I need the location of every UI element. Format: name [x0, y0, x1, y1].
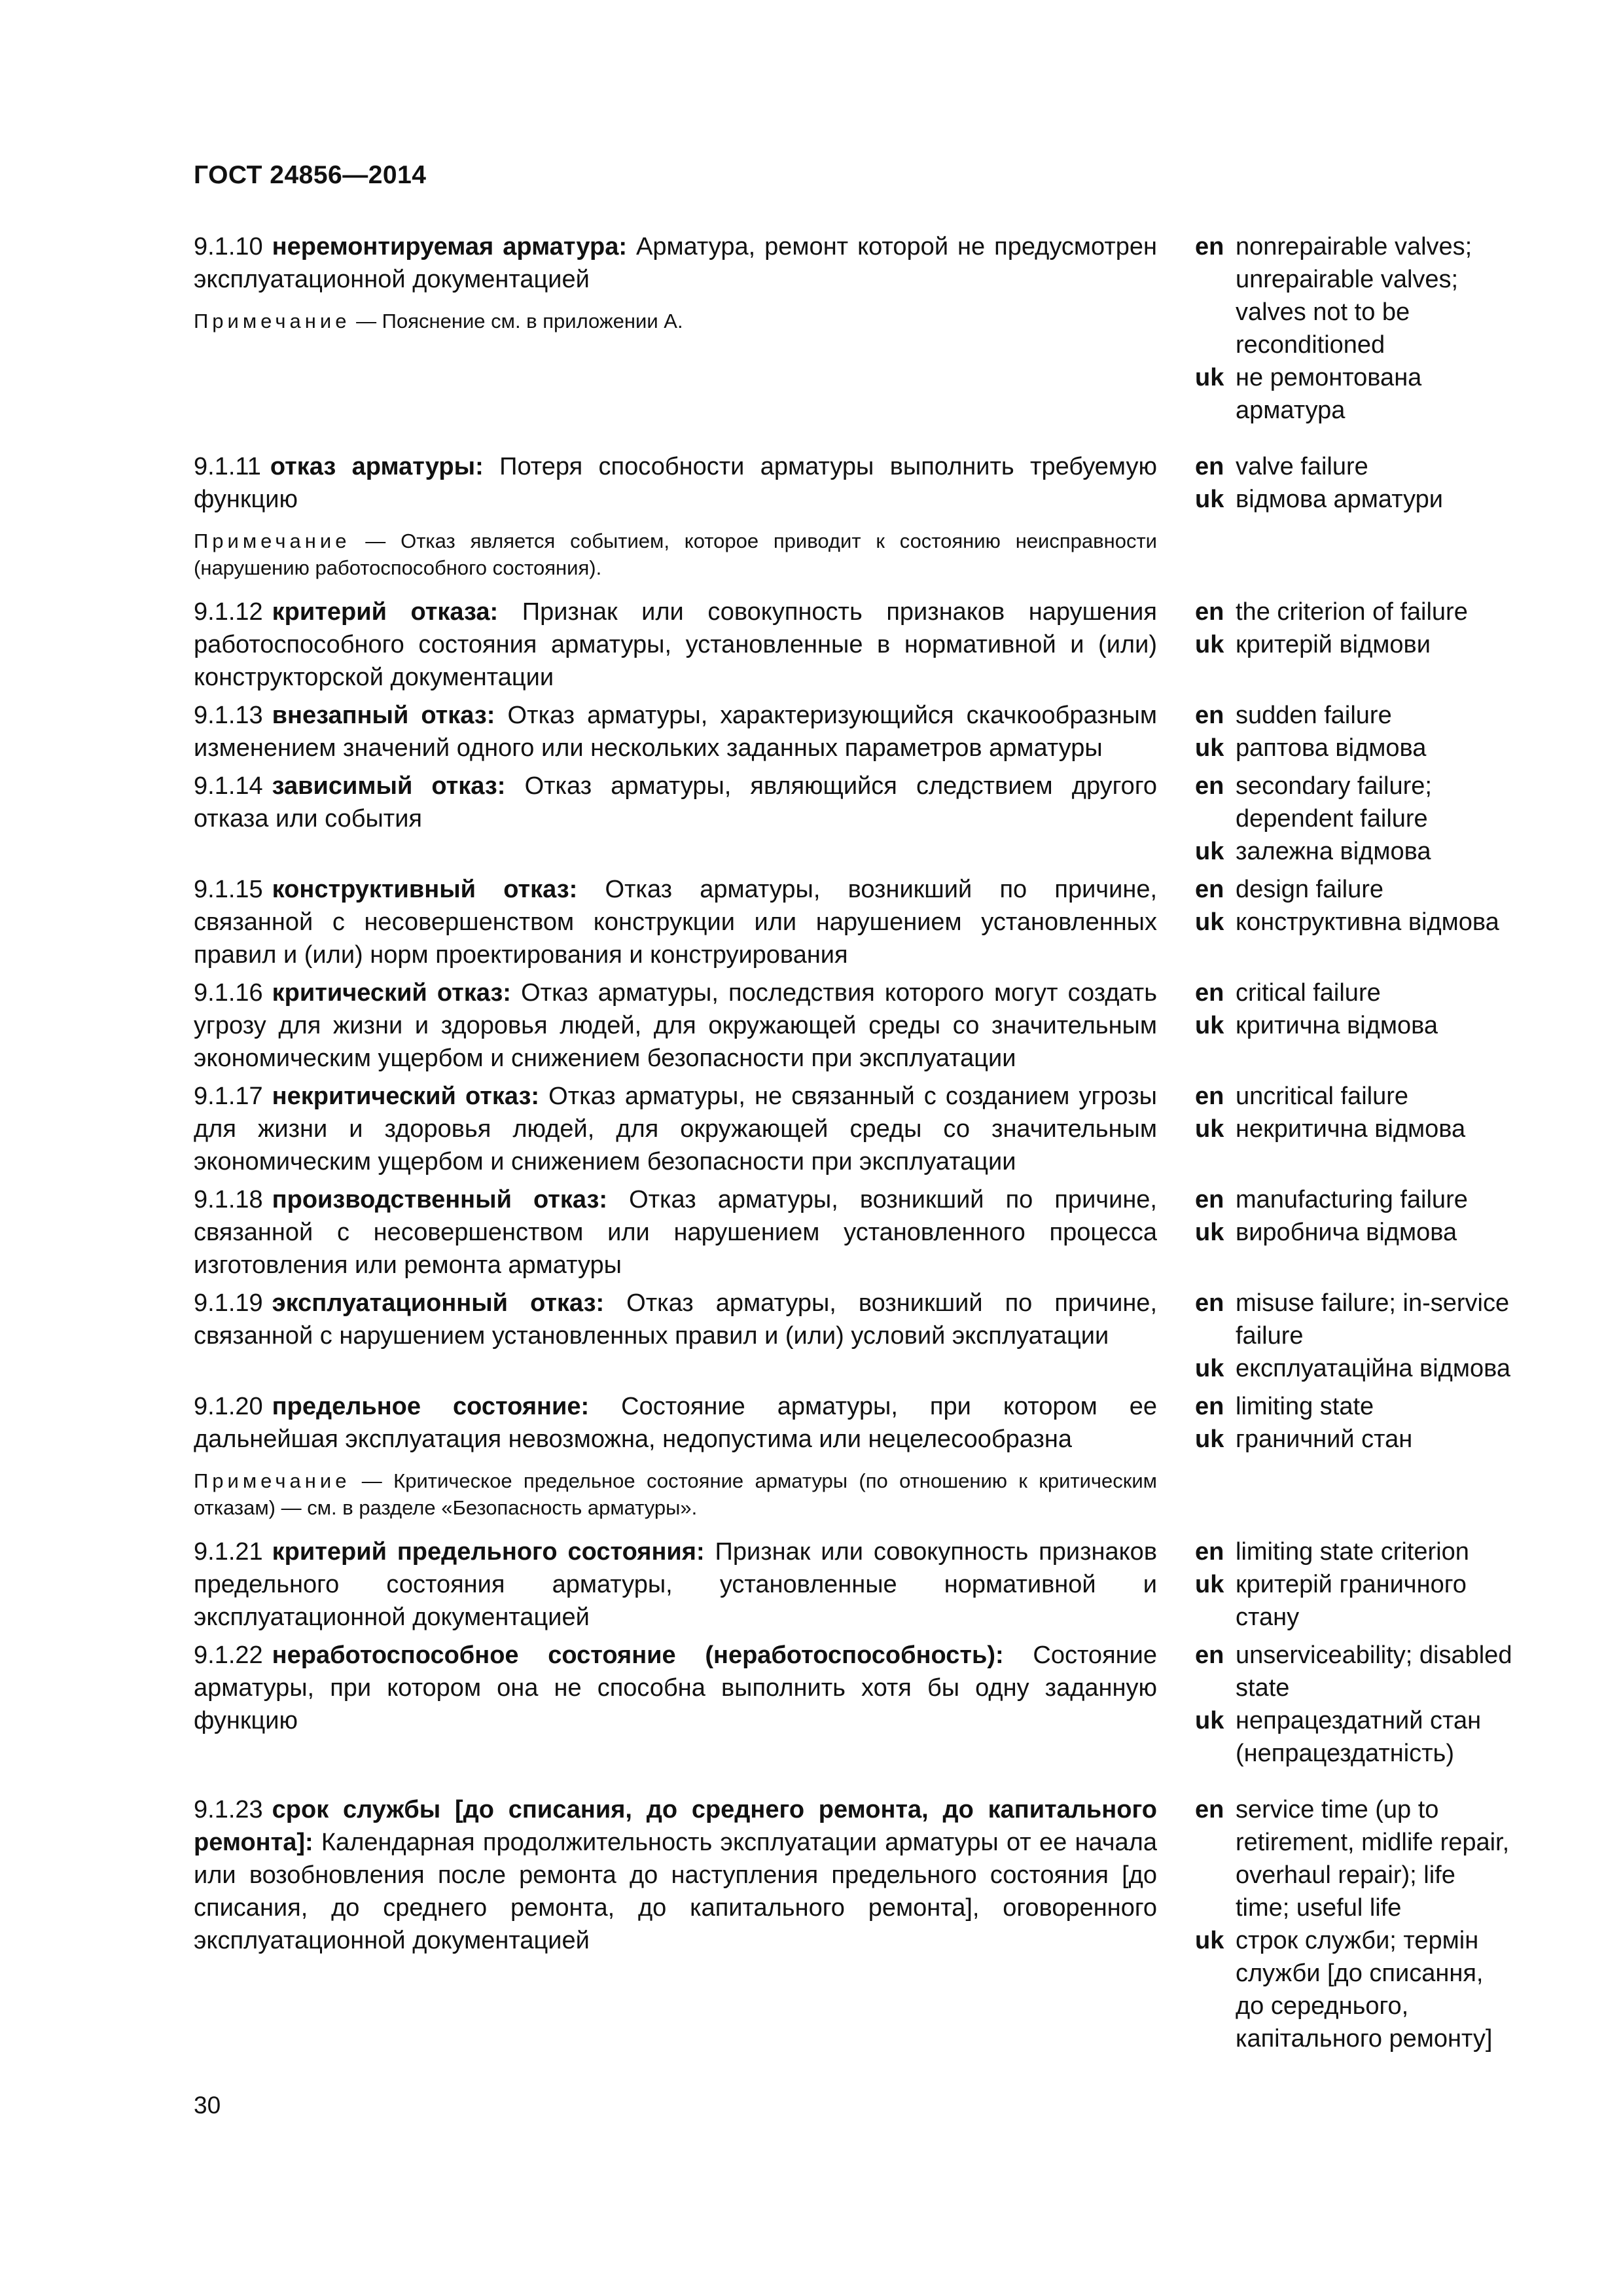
term-definition — [194, 1390, 1157, 1456]
page-number: 30 — [194, 2092, 221, 2119]
lang-code: uk — [1195, 1115, 1224, 1143]
term-entries — [194, 230, 1516, 2060]
term-definition — [194, 1183, 1157, 1282]
equivalent-text: misuse failure; in-service failure — [1236, 1289, 1510, 1350]
equivalent-en — [1195, 450, 1516, 483]
lang-code: en — [1195, 876, 1224, 903]
lang-code: en — [1195, 233, 1224, 260]
term-name: неремонтируемая арматура: — [272, 233, 628, 260]
term-definition — [194, 230, 1157, 296]
equivalent-text: nonrepairable valves; unrepairable valves; valves not to be reconditioned — [1236, 233, 1472, 359]
equivalent-uk — [1195, 628, 1516, 661]
term-definition — [194, 1287, 1157, 1352]
definition-text: Отказ арматуры, характеризующийся скачкообразным изменением значений одного или нескольких заданных параметров арматуры — [194, 702, 1157, 762]
equivalent-text: uncritical failure — [1236, 1083, 1408, 1110]
equivalent-en — [1195, 1080, 1516, 1113]
lang-code: en — [1195, 1083, 1224, 1110]
lang-code: uk — [1195, 631, 1224, 658]
equivalent-text: раптова відмова — [1236, 734, 1427, 762]
equivalent-text: некритична відмова — [1236, 1115, 1466, 1143]
equivalent-en — [1195, 1639, 1516, 1704]
term-definition — [194, 1639, 1157, 1737]
equivalent-text: не ремонтована арматура — [1236, 364, 1422, 424]
term-entry — [194, 1793, 1516, 2055]
note-text: — Отказ является событием, которое приводит к состоянию неисправности (нарушению работоспособного состояния). — [194, 529, 1157, 579]
definition-text: Состояние арматуры, при котором ее дальнейшая эксплуатация невозможна, недопустима или нецелесообразна — [194, 1393, 1158, 1453]
definition-text: Отказ арматуры, возникший по причине, связанной с несовершенством конструкции или нарушением установленных правил и (или) норм проектирования и конструирования — [194, 876, 1158, 969]
term-number: 9.1.15 — [194, 876, 263, 903]
lang-code: uk — [1195, 1012, 1224, 1039]
equivalent-uk — [1195, 1352, 1516, 1385]
definition-text: Отказ арматуры, возникший по причине, связанной с нарушением установленных правил и (или) условий эксплуатации — [194, 1289, 1157, 1350]
term-entry — [194, 596, 1516, 694]
definition-text: Признак или совокупность признаков нарушения работоспособного состояния арматуры, установленные в нормативной и (или) конструкторской документации — [194, 598, 1157, 691]
term-number: 9.1.19 — [194, 1289, 263, 1317]
term-name: внезапный отказ: — [272, 702, 495, 729]
lang-code: uk — [1195, 1571, 1224, 1598]
note — [194, 528, 1157, 581]
lang-code: uk — [1195, 364, 1224, 391]
term-name: срок службы [до списания, до среднего ремонта, до капитального ремонта]: — [194, 1796, 1157, 1856]
term-number: 9.1.16 — [194, 979, 263, 1007]
lang-code: en — [1195, 1186, 1224, 1213]
equivalent-text: відмова арматури — [1236, 486, 1443, 513]
term-name: эксплуатационный отказ: — [272, 1289, 605, 1317]
equivalent-text: design failure — [1236, 876, 1384, 903]
term-definition — [194, 699, 1157, 764]
definition-text: Признак или совокупность признаков предельного состояния арматуры, установленные нормативной и эксплуатационной документацией — [194, 1538, 1158, 1631]
equivalent-en — [1195, 873, 1516, 906]
term-entry — [194, 1080, 1516, 1178]
equivalent-uk — [1195, 361, 1516, 427]
equivalent-text: виробнича відмова — [1236, 1219, 1457, 1246]
term-name: критерий отказа: — [272, 598, 499, 626]
lang-code: uk — [1195, 734, 1224, 762]
equivalent-text: service time (up to retirement, midlife repair, overhaul repair); life time; useful life — [1236, 1796, 1510, 1922]
note — [194, 308, 1157, 334]
lang-code: en — [1195, 772, 1224, 800]
term-entry — [194, 770, 1516, 868]
lang-code: en — [1195, 1393, 1224, 1420]
equivalent-uk — [1195, 483, 1516, 516]
equivalent-text: sudden failure — [1236, 702, 1392, 729]
term-name: критический отказ: — [272, 979, 511, 1007]
equivalent-text: залежна відмова — [1236, 838, 1431, 865]
term-entry — [194, 450, 1516, 590]
definition-text: Потеря способности арматуры выполнить требуемую функцию — [194, 453, 1157, 513]
equivalent-uk — [1195, 1216, 1516, 1249]
term-definition — [194, 873, 1157, 971]
lang-code: en — [1195, 1796, 1224, 1823]
term-name: зависимый отказ: — [272, 772, 506, 800]
equivalent-text: строк служби; термін служби [до списання, до середнього, капітального ремонту] — [1236, 1927, 1493, 2053]
equivalent-text: конструктивна відмова — [1236, 908, 1499, 936]
equivalent-text: експлуатаційна відмова — [1236, 1355, 1510, 1382]
term-number: 9.1.20 — [194, 1393, 263, 1420]
term-entry — [194, 230, 1516, 427]
equivalent-uk — [1195, 1423, 1516, 1456]
term-definition — [194, 1080, 1157, 1178]
lang-code: en — [1195, 1289, 1224, 1317]
equivalent-text: unserviceability; disabled state — [1236, 1641, 1512, 1702]
lang-code: en — [1195, 453, 1224, 480]
term-name: некритический отказ: — [272, 1083, 540, 1110]
equivalent-en — [1195, 699, 1516, 732]
definition-text: Состояние арматуры, при котором она не способна выполнить хотя бы одну заданную функцию — [194, 1641, 1157, 1734]
equivalent-uk — [1195, 1704, 1516, 1770]
lang-code: uk — [1195, 1927, 1224, 1954]
lang-code: uk — [1195, 486, 1224, 513]
equivalent-text: limiting state — [1236, 1393, 1374, 1420]
equivalent-en — [1195, 770, 1516, 835]
term-entry — [194, 977, 1516, 1075]
equivalent-en — [1195, 1183, 1516, 1216]
equivalent-text: limiting state criterion — [1236, 1538, 1469, 1566]
lang-code: uk — [1195, 838, 1224, 865]
term-number: 9.1.10 — [194, 233, 263, 260]
definition-text: Отказ арматуры, возникший по причине, связанной с несовершенством или нарушением установленного процесса изготовления или ремонта арматуры — [194, 1186, 1157, 1279]
term-number: 9.1.12 — [194, 598, 263, 626]
term-number: 9.1.18 — [194, 1186, 263, 1213]
equivalent-en — [1195, 230, 1516, 361]
term-definition — [194, 596, 1157, 694]
definition-text: Отказ арматуры, последствия которого могут создать угрозу для жизни и здоровья людей, для окружающей среды со значительным экономическим ущербом и снижением безопасности при эксплуатации — [194, 979, 1157, 1072]
term-definition — [194, 1535, 1157, 1634]
lang-code: en — [1195, 702, 1224, 729]
equivalent-text: критична відмова — [1236, 1012, 1438, 1039]
note-text: — Критическое предельное состояние арматуры (по отношению к критическим отказам) — см. в разделе «Безопасность арматуры». — [194, 1469, 1157, 1519]
lang-code: uk — [1195, 908, 1224, 936]
note-text: — Пояснение см. в приложении А. — [356, 310, 683, 332]
lang-code: uk — [1195, 1707, 1224, 1734]
equivalent-en — [1195, 1793, 1516, 1924]
term-number: 9.1.13 — [194, 702, 263, 729]
term-number: 9.1.11 — [194, 453, 261, 480]
equivalent-uk — [1195, 1568, 1516, 1634]
term-definition — [194, 450, 1157, 516]
equivalent-en — [1195, 1535, 1516, 1568]
term-name: конструктивный отказ: — [272, 876, 578, 903]
equivalent-text: the criterion of failure — [1236, 598, 1468, 626]
definition-text: Отказ арматуры, являющийся следствием другого отказа или события — [194, 772, 1157, 833]
definition-text: Отказ арматуры, не связанный с созданием угрозы для жизни и здоровья людей, для окружающей среды со значительным экономическим ущербом и снижением безопасности при эксплуатации — [194, 1083, 1157, 1175]
equivalent-text: граничний стан — [1236, 1426, 1413, 1453]
lang-code: uk — [1195, 1219, 1224, 1246]
note-label: Примечание — [194, 1469, 351, 1492]
term-name: критерий предельного состояния: — [272, 1538, 705, 1566]
equivalent-text: непрацездатний стан (непрацездатність) — [1236, 1707, 1482, 1767]
term-definition — [194, 1793, 1157, 1957]
lang-code: en — [1195, 979, 1224, 1007]
lang-code: uk — [1195, 1355, 1224, 1382]
equivalent-text: valve failure — [1236, 453, 1368, 480]
term-name: неработоспособное состояние (неработоспособность): — [272, 1641, 1004, 1669]
note-label: Примечание — [194, 529, 351, 552]
equivalent-en — [1195, 1287, 1516, 1352]
term-definition — [194, 770, 1157, 835]
term-number: 9.1.14 — [194, 772, 263, 800]
equivalent-en — [1195, 1390, 1516, 1423]
term-number: 9.1.23 — [194, 1796, 263, 1823]
term-entry — [194, 1287, 1516, 1385]
term-number: 9.1.22 — [194, 1641, 263, 1669]
equivalent-uk — [1195, 906, 1516, 939]
equivalent-text: критерій відмови — [1236, 631, 1431, 658]
lang-code: en — [1195, 1641, 1224, 1669]
term-definition — [194, 977, 1157, 1075]
equivalent-text: critical failure — [1236, 979, 1381, 1007]
equivalent-text: secondary failure; dependent failure — [1236, 772, 1432, 833]
equivalent-en — [1195, 596, 1516, 628]
equivalent-text: критерій граничного стану — [1236, 1571, 1467, 1631]
equivalent-uk — [1195, 835, 1516, 868]
term-entry — [194, 1183, 1516, 1282]
equivalent-uk — [1195, 1113, 1516, 1145]
equivalent-en — [1195, 977, 1516, 1009]
term-entry — [194, 699, 1516, 764]
note — [194, 1467, 1157, 1521]
term-entry — [194, 1390, 1516, 1530]
term-entry — [194, 1535, 1516, 1634]
term-name: отказ арматуры: — [270, 453, 484, 480]
definition-text: Арматура, ремонт которой не предусмотрен эксплуатационной документацией — [194, 233, 1158, 293]
term-number: 9.1.17 — [194, 1083, 263, 1110]
equivalent-uk — [1195, 1924, 1516, 2055]
lang-code: en — [1195, 1538, 1224, 1566]
document-header: ГОСТ 24856—2014 — [194, 161, 427, 189]
definition-text: Календарная продолжительность эксплуатации арматуры от ее начала или возобновления после ремонта до наступления предельного состояния [до списания, до среднего ремонта, до капитального ремонта], оговоренного эксплуатационной документацией — [194, 1829, 1157, 1954]
term-name: предельное состояние: — [272, 1393, 590, 1420]
term-entry — [194, 1639, 1516, 1770]
term-name: производственный отказ: — [272, 1186, 608, 1213]
equivalent-uk — [1195, 732, 1516, 764]
equivalent-uk — [1195, 1009, 1516, 1042]
term-entry — [194, 873, 1516, 971]
equivalent-text: manufacturing failure — [1236, 1186, 1468, 1213]
note-label: Примечание — [194, 310, 351, 332]
term-number: 9.1.21 — [194, 1538, 263, 1566]
lang-code: uk — [1195, 1426, 1224, 1453]
lang-code: en — [1195, 598, 1224, 626]
